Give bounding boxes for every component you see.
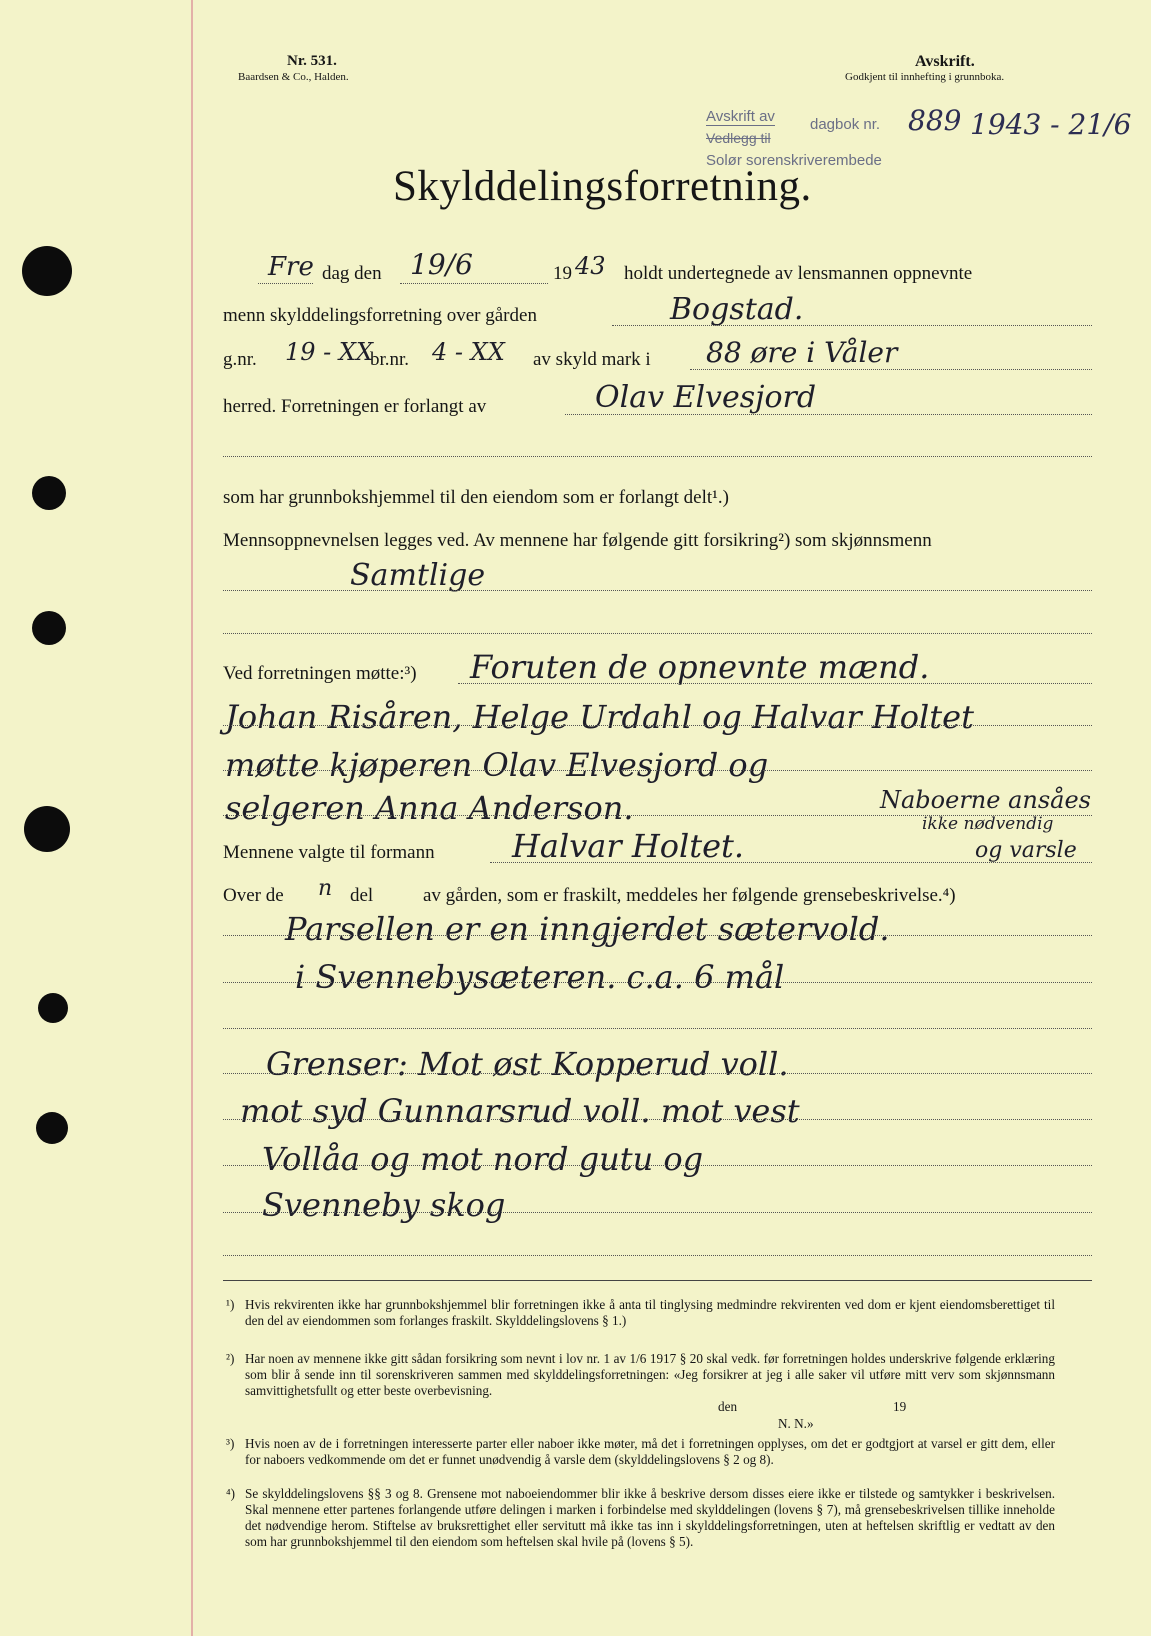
motte-line: selgeren Anna Anderson. bbox=[225, 789, 634, 827]
footnote-4: Se skylddelingslovens §§ 3 og 8. Grensene mot naboeiendommer blir ikke å beskrive dersom disses eiere ikke er tilstede og samtykker i beskrivelsen. Skal mennene etter partenes forlangende utføre delingen i marken i forbindelse med skylddelingen (lovens § 7), må grensebeskrivelsen tillike inneholde det nødvendige herom. Stiftelse av bruksrettighet eller servitutt må ikke tas inn i skylddelingsforretningen, uten at heftelsen skriftlig er vedtatt av den som har grunnbokshjemmel til den eiendom som heftelsen skal hvile på (lovens § 5). bbox=[245, 1486, 1055, 1549]
margin-line bbox=[191, 0, 193, 1636]
footnote-2: Har noen av mennene ikke gitt sådan forsikring som nevnt i lov nr. 1 av 1/6 1917 § 20 skal vedk. før forretningen holdes underskrive følgende erklæring som blir å sende inn til sorenskriveren sammen med skylddelingsforretningen: «Jeg forsikrer at jeg i alle saker vil utføre mitt verv som skjønnsmann samvittighetsfullt og etter beste overbevisning. bbox=[245, 1351, 1055, 1398]
over-label-b: del bbox=[350, 885, 374, 906]
day-handwritten: Fre bbox=[268, 252, 314, 282]
motte-label: Ved forretningen møtte:³) bbox=[223, 663, 417, 684]
blank-rule bbox=[223, 725, 1092, 726]
grense-line: Grenser: Mot øst Kopperud voll. bbox=[266, 1045, 789, 1083]
blank-rule bbox=[223, 982, 1092, 983]
herred-line: herred. Forretningen er forlangt av bbox=[223, 396, 487, 417]
stamp-line3: Solør sorenskriverembede bbox=[706, 152, 882, 169]
year-handwritten: 43 bbox=[575, 252, 606, 280]
blank-rule bbox=[223, 590, 1092, 591]
formann-label: Mennene valgte til formann bbox=[223, 842, 435, 863]
grunnbok-line: som har grunnbokshjemmel til den eiendom som er forlangt delt¹.) bbox=[223, 487, 729, 508]
fill-rule bbox=[458, 683, 1092, 684]
copy-title: Avskrift. bbox=[915, 53, 975, 70]
dagbok-number: 889 bbox=[908, 104, 962, 137]
blank-rule bbox=[223, 935, 1092, 936]
bnr-label: br.nr. bbox=[370, 349, 410, 370]
punch-hole bbox=[32, 476, 66, 510]
blank-rule bbox=[223, 1212, 1092, 1213]
motte-line: møtte kjøperen Olav Elvesjord og bbox=[225, 746, 769, 784]
footnote-3: Hvis noen av de i forretningen interesserte parter eller naboer ikke møter, må det i forretningen opplyses, om det er godtgjort at varsel er gitt dem, eller for naboers vedkommende om det er funnet unødvendig å varsle dem (skylddelingslovens § 2 og 8). bbox=[245, 1436, 1055, 1467]
requester-name: Olav Elvesjord bbox=[595, 380, 817, 415]
fill-rule bbox=[565, 414, 1092, 415]
line1-rest: holdt undertegnede av lensmannen oppnevnte bbox=[624, 263, 973, 284]
blank-rule bbox=[223, 1119, 1092, 1120]
grense-line: mot syd Gunnarsrud voll. mot vest bbox=[240, 1092, 800, 1130]
skyld-label: av skyld mark i bbox=[533, 349, 651, 370]
fill-rule bbox=[612, 325, 1092, 326]
motte-note: ikke nødvendig bbox=[922, 814, 1054, 834]
punch-hole bbox=[22, 246, 72, 296]
motte-note: Naboerne ansåes bbox=[880, 786, 1091, 814]
skyld-value: 88 øre i Våler bbox=[706, 336, 898, 369]
footnote-mark: ⁴) bbox=[226, 1486, 235, 1501]
printer-name: Baardsen & Co., Halden. bbox=[238, 71, 349, 83]
fill-rule bbox=[400, 283, 548, 284]
formann-value: Halvar Holtet. bbox=[512, 827, 745, 865]
bnr-value: 4 - XX bbox=[432, 338, 505, 366]
blank-rule bbox=[223, 1165, 1092, 1166]
footnote-2-den: den bbox=[718, 1399, 738, 1414]
year-prefix: 19 bbox=[553, 263, 572, 284]
footnote-mark: ³) bbox=[226, 1436, 235, 1451]
gnr-label: g.nr. bbox=[223, 349, 257, 370]
footnote-mark: ¹) bbox=[226, 1297, 235, 1312]
stamp-date: 1943 - 21/6 bbox=[970, 108, 1132, 141]
farm-name: Bogstad. bbox=[670, 292, 804, 327]
punch-hole bbox=[32, 611, 66, 645]
over-hand: n bbox=[318, 876, 333, 901]
dag-den-label: dag den bbox=[322, 263, 382, 284]
motte-line: Foruten de opnevnte mænd. bbox=[470, 648, 930, 686]
blank-rule bbox=[223, 770, 1092, 771]
blank-rule bbox=[223, 1255, 1092, 1256]
blank-rule bbox=[223, 456, 1092, 457]
blank-rule bbox=[223, 815, 1092, 816]
blank-rule bbox=[223, 633, 1092, 634]
grense-line: Vollåa og mot nord gutu og bbox=[262, 1140, 704, 1178]
stamp-line2: Vedlegg til bbox=[706, 130, 771, 146]
formann-note: og varsle bbox=[975, 838, 1077, 863]
approval-note: Godkjent til innhefting i grunnboka. bbox=[845, 71, 1005, 83]
blank-rule bbox=[223, 1073, 1092, 1074]
motte-line: Johan Risåren, Helge Urdahl og Halvar Holtet bbox=[225, 698, 974, 736]
footnote-2-signature: N. N.» bbox=[778, 1416, 814, 1431]
stamp-line1b: dagbok nr. bbox=[810, 116, 881, 133]
gnr-value: 19 - XX bbox=[285, 338, 374, 366]
grense-line: i Svennebysæteren. c.a. 6 mål bbox=[295, 958, 785, 996]
grense-line: Parsellen er en inngjerdet sætervold. bbox=[285, 910, 890, 948]
punch-hole bbox=[38, 993, 68, 1023]
page-title: Skylddelingsforretning. bbox=[393, 163, 812, 210]
form-number: Nr. 531. bbox=[287, 53, 337, 69]
over-label-a: Over de bbox=[223, 885, 284, 906]
fill-rule bbox=[490, 862, 1092, 863]
fill-rule bbox=[258, 283, 313, 284]
footnote-1: Hvis rekvirenten ikke har grunnbokshjemmel blir forretningen ikke å anta til tinglysing medmindre rekvirenten ved dom er kjent eiendomsberettiget til den del av eiendommen som forlanges fraskilt. Skylddelingslovens § 1.) bbox=[245, 1297, 1055, 1328]
date-handwritten: 19/6 bbox=[410, 248, 473, 281]
forsikring-value: Samtlige bbox=[350, 558, 486, 593]
stamp-line1a: Avskrift av bbox=[706, 108, 775, 125]
over-label-c: av gården, som er fraskilt, meddeles her følgende grensebeskrivelse.⁴) bbox=[423, 885, 956, 906]
blank-rule bbox=[223, 1028, 1092, 1029]
footnote-divider bbox=[223, 1280, 1092, 1281]
grense-line: Svenneby skog bbox=[262, 1186, 506, 1224]
footnote-mark: ²) bbox=[226, 1351, 235, 1366]
mennsopp-line: Mennsoppnevnelsen legges ved. Av mennene har følgende gitt forsikring²) som skjønnsmenn bbox=[223, 530, 932, 551]
punch-hole bbox=[24, 806, 70, 852]
footnote-2-year: 19 bbox=[893, 1399, 907, 1414]
fill-rule bbox=[690, 369, 1092, 370]
punch-hole bbox=[36, 1112, 68, 1144]
line2-text: menn skylddelingsforretning over gården bbox=[223, 305, 537, 326]
